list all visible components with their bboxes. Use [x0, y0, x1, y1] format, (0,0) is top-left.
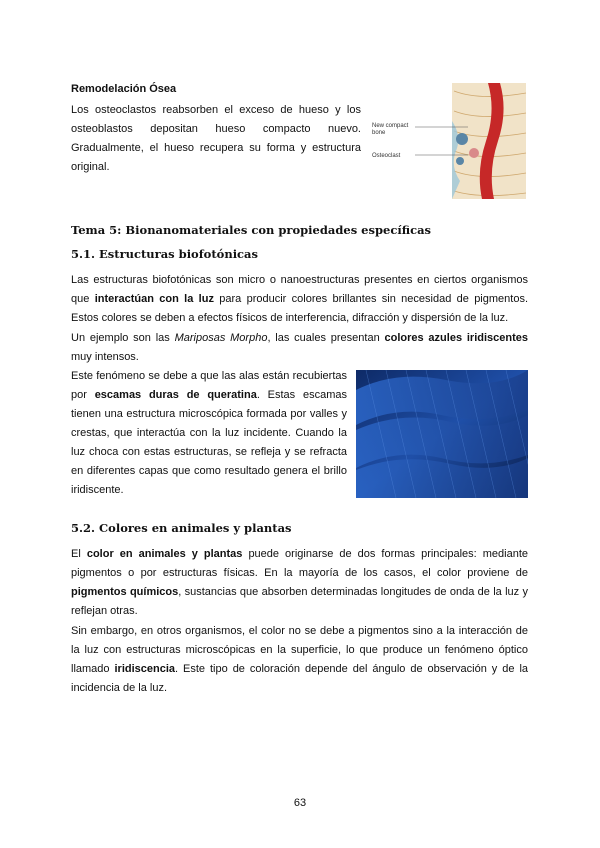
sec52-paragraph-1: El color en animales y plantas puede originarse de dos formas principales: mediante pigmentos o por estructuras físicas. En la mayoría de los casos, el color proviene de pigmentos químicos, sustancias que absorben determinadas longitudes de onda de la luz y reflejan otras. [71, 548, 529, 617]
sec51-paragraph-1: Las estructuras biofotónicas son micro o nanoestructuras presentes en ciertos organismos que interactúan con la luz para producir colores brillantes sin necesidad de pigmentos. Estos colores se deben a efectos físicos de interferencia, difracción y dispersión de la luz. [71, 274, 528, 324]
sec51-title: 5.1. Estructuras biofotónicas [71, 247, 258, 261]
morpho-scales-image [356, 370, 528, 498]
label-new-compact: New compact [372, 123, 409, 129]
sec51-paragraph-2: Un ejemplo son las Mariposas Morpho, las cuales presentan colores azules iridiscentes muy intensos. [71, 332, 528, 363]
osteoclast-cell [456, 133, 468, 145]
tema5-title: Tema 5: Bionanomateriales con propiedades específicas [71, 223, 431, 237]
cell-red [469, 148, 479, 158]
label-bone: bone [372, 130, 386, 136]
remodelacion-text: Los osteoclastos reabsorben el exceso de hueso y los osteoblastos depositan hueso compacto nuevo. Gradualmente, el hueso recupera su forma y estructura original. [71, 104, 361, 173]
bone-remodeling-figure [370, 81, 530, 201]
sec52-paragraph-2: Sin embargo, en otros organismos, el color no se debe a pigmentos sino a la interacción de la luz con estructuras microscópicas en la superficie, lo que produce un fenómeno óptico llamado iridiscencia. Este tipo de coloración depende del ángulo de observación y de la incidencia de la luz. [71, 625, 529, 694]
sec51-paragraph-3: Este fenómeno se debe a que las alas están recubiertas por escamas duras de queratina. Estas escamas tienen una estructura microscópica formada por valles y crestas, que interactúa con la luz incidente. Cuando la luz choca con estas estructuras, se refleja y se refracta en diferentes capas que como resultado genera el brillo iridiscente. [71, 370, 347, 496]
label-osteoclast: Osteoclast [372, 153, 401, 159]
sec52-title: 5.2. Colores en animales y plantas [71, 521, 292, 535]
scale-rows [356, 370, 528, 498]
remodelacion-title: Remodelación Ósea [71, 83, 177, 95]
osteoclast-cell [456, 157, 464, 165]
page-number: 63 [293, 797, 307, 809]
